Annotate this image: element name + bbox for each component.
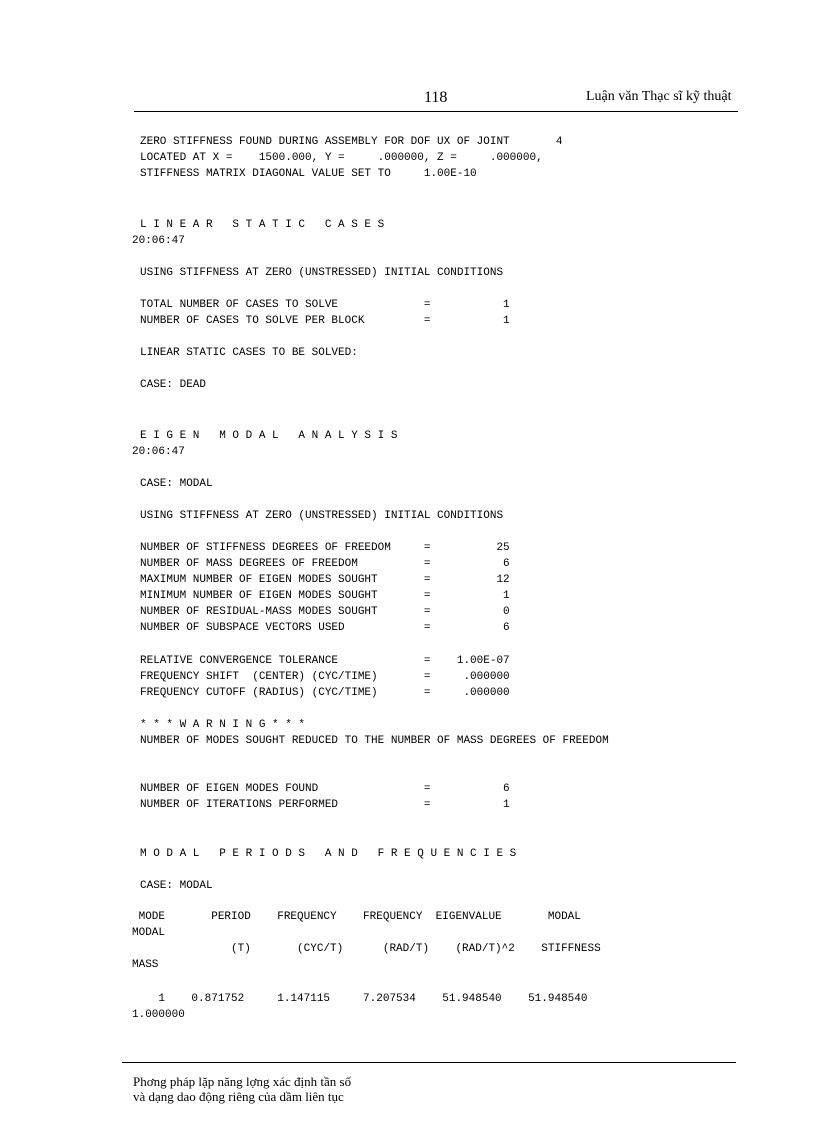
eigen-timestamp: 20:06:47 — [132, 446, 185, 458]
modal-table-header-row: MODE PERIOD FREQUENCY FREQUENCY EIGENVALUE MODAL MODAL — [132, 911, 581, 939]
linear-static-timestamp: 20:06:47 — [132, 235, 185, 247]
case-modal-label-2: CASE: MODAL — [140, 880, 213, 892]
footer-divider — [122, 1062, 736, 1063]
eigen-tolerance-parameters: RELATIVE CONVERGENCE TOLERANCE = 1.00E-07 FREQUENCY SHIFT (CENTER) (CYC/TIME) = .000000 FREQUENCY CUTOFF (RADIUS) (CYC/TIME) = .000000 — [140, 655, 510, 699]
case-dead-label: CASE: DEAD — [140, 379, 207, 391]
case-modal-label: CASE: MODAL — [140, 478, 213, 490]
page-number: 118 — [424, 89, 448, 106]
warning-message: NUMBER OF MODES SOUGHT REDUCED TO THE NUMBER OF MASS DEGREES OF FREEDOM — [140, 735, 609, 747]
linear-cases-to-solve: LINEAR STATIC CASES TO BE SOLVED: — [140, 347, 358, 359]
thesis-title-label: Luận văn Thạc sĩ kỹ thuật — [586, 89, 732, 104]
modal-table-units-row: (T) (CYC/T) (RAD/T) (RAD/T)^2 STIFFNESS MASS — [132, 943, 601, 971]
header-divider — [134, 111, 738, 112]
modal-periods-heading: M O D A L P E R I O D S A N D F R E Q U E N C I E S — [140, 848, 517, 860]
eigen-modal-analysis-heading: E I G E N M O D A L A N A L Y S I S — [140, 430, 398, 442]
footer-caption — [133, 1074, 351, 1104]
stiffness-warning-block: ZERO STIFFNESS FOUND DURING ASSEMBLY FOR DOF UX OF JOINT 4 LOCATED AT X = 1500.000, Y = .000000, Z = .000000, STIFFNESS MATRIX DIAGONAL VALUE SET TO 1.00E-10 — [140, 136, 563, 180]
linear-using-stiffness: USING STIFFNESS AT ZERO (UNSTRESSED) INITIAL CONDITIONS — [140, 267, 504, 279]
eigen-using-stiffness: USING STIFFNESS AT ZERO (UNSTRESSED) INITIAL CONDITIONS — [140, 510, 504, 522]
footer-line-1: Phơng pháp lặp năng lợng xác định tần số — [133, 1074, 352, 1089]
footer-line-2: và dạng dao động riêng của dầm liên tục — [133, 1089, 344, 1104]
linear-static-cases-heading: L I N E A R S T A T I C C A S E S — [140, 219, 385, 231]
modal-table-row: 1 0.871752 1.147115 7.207534 51.948540 51.948540 1.000000 — [132, 993, 588, 1021]
linear-case-counts: TOTAL NUMBER OF CASES TO SOLVE = 1 NUMBER OF CASES TO SOLVE PER BLOCK = 1 — [140, 299, 510, 327]
eigen-parameters: NUMBER OF STIFFNESS DEGREES OF FREEDOM = 25 NUMBER OF MASS DEGREES OF FREEDOM = 6 MAXIMUM NUMBER OF EIGEN MODES SOUGHT = 12 MINIMUM NUMBER OF EIGEN MODES SOUGHT = 1 NUMBER OF RESIDUAL-MASS MODES SOUGHT = 0 NUMBER OF SUBSPACE VECTORS USED = 6 — [140, 542, 510, 634]
modes-found-summary: NUMBER OF EIGEN MODES FOUND = 6 NUMBER OF ITERATIONS PERFORMED = 1 — [140, 783, 510, 811]
warning-heading: * * * W A R N I N G * * * — [140, 719, 306, 731]
